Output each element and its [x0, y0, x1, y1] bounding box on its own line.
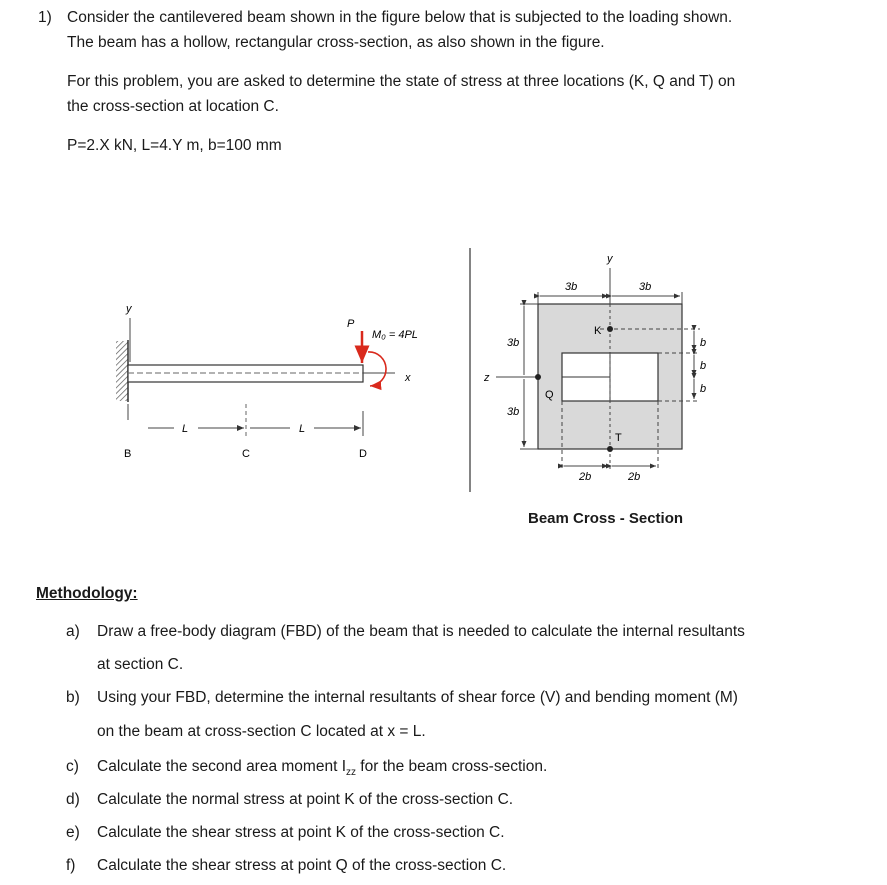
item-b-line-2: on the beam at cross-section C located at x = L. — [97, 723, 426, 740]
item-e-line-1: Calculate the shear stress at point K of the cross-section C. — [97, 824, 505, 841]
beam-y-label: y — [126, 303, 132, 315]
point-Q-label: Q — [545, 389, 554, 401]
dim-left-upper: 3b — [507, 337, 520, 349]
item-f-marker: f) — [66, 857, 76, 874]
dim-top-left: 3b — [565, 281, 578, 293]
item-d-marker: d) — [66, 791, 80, 808]
dim-top-right: 3b — [639, 281, 652, 293]
item-c-marker: c) — [66, 758, 79, 775]
problem-parameters: P=2.X kN, L=4.Y m, b=100 mm — [67, 137, 282, 154]
dim-L-right: L — [299, 423, 306, 435]
methodology-heading: Methodology: — [36, 585, 138, 602]
item-c-text — [97, 757, 547, 783]
item-b-marker: b) — [66, 689, 80, 706]
item-c-line-1b: for the beam cross-section. — [356, 758, 548, 775]
problem-line-4: the cross-section at location C. — [67, 98, 279, 115]
item-e-marker: e) — [66, 824, 80, 841]
section-y-label: y — [607, 253, 613, 265]
point-T — [607, 446, 613, 452]
problem-line-2: The beam has a hollow, rectangular cross-section, as also shown in the figure. — [67, 34, 605, 51]
item-c-subscript: zz — [346, 767, 356, 779]
point-Q — [535, 374, 541, 380]
moment-label: M₀ = 4PL — [372, 329, 418, 341]
point-D-label: D — [359, 448, 367, 460]
item-d-line-1: Calculate the normal stress at point K of the cross-section C. — [97, 791, 514, 808]
point-B-label: B — [124, 448, 132, 460]
point-C-label: C — [242, 448, 250, 460]
item-f-line-1: Calculate the shear stress at point Q of the cross-section C. — [97, 857, 507, 874]
item-c-line-1: Calculate the second area moment I — [97, 758, 346, 775]
load-p-label: P — [347, 318, 355, 330]
item-a-line-1: Draw a free-body diagram (FBD) of the beam that is needed to calculate the internal resultants — [97, 623, 745, 640]
problem-line-3: For this problem, you are asked to determine the state of stress at three locations (K, Q and T) on — [67, 73, 736, 90]
problem-number: 1) — [38, 9, 52, 26]
item-a-marker: a) — [66, 623, 80, 640]
item-b-line-1: Using your FBD, determine the internal resultants of shear force (V) and bending moment (M) — [97, 689, 738, 706]
dim-left-lower: 3b — [507, 406, 520, 418]
point-K — [607, 326, 613, 332]
point-T-label: T — [615, 432, 622, 444]
section-z-label: z — [484, 372, 490, 384]
dim-right-b-3: b — [700, 383, 707, 395]
beam-x-label: x — [405, 372, 411, 384]
dim-bottom-right: 2b — [628, 471, 641, 483]
dim-bottom-left: 2b — [579, 471, 592, 483]
cross-section-caption: Beam Cross - Section — [528, 510, 684, 527]
point-K-label: K — [594, 325, 602, 337]
dim-right-b-1: b — [700, 337, 707, 349]
item-a-line-2: at section C. — [97, 656, 184, 673]
dim-right-b-2: b — [700, 360, 707, 372]
dim-L-left: L — [182, 423, 189, 435]
problem-line-1: Consider the cantilevered beam shown in the figure below that is subjected to the loading shown. — [67, 9, 733, 26]
